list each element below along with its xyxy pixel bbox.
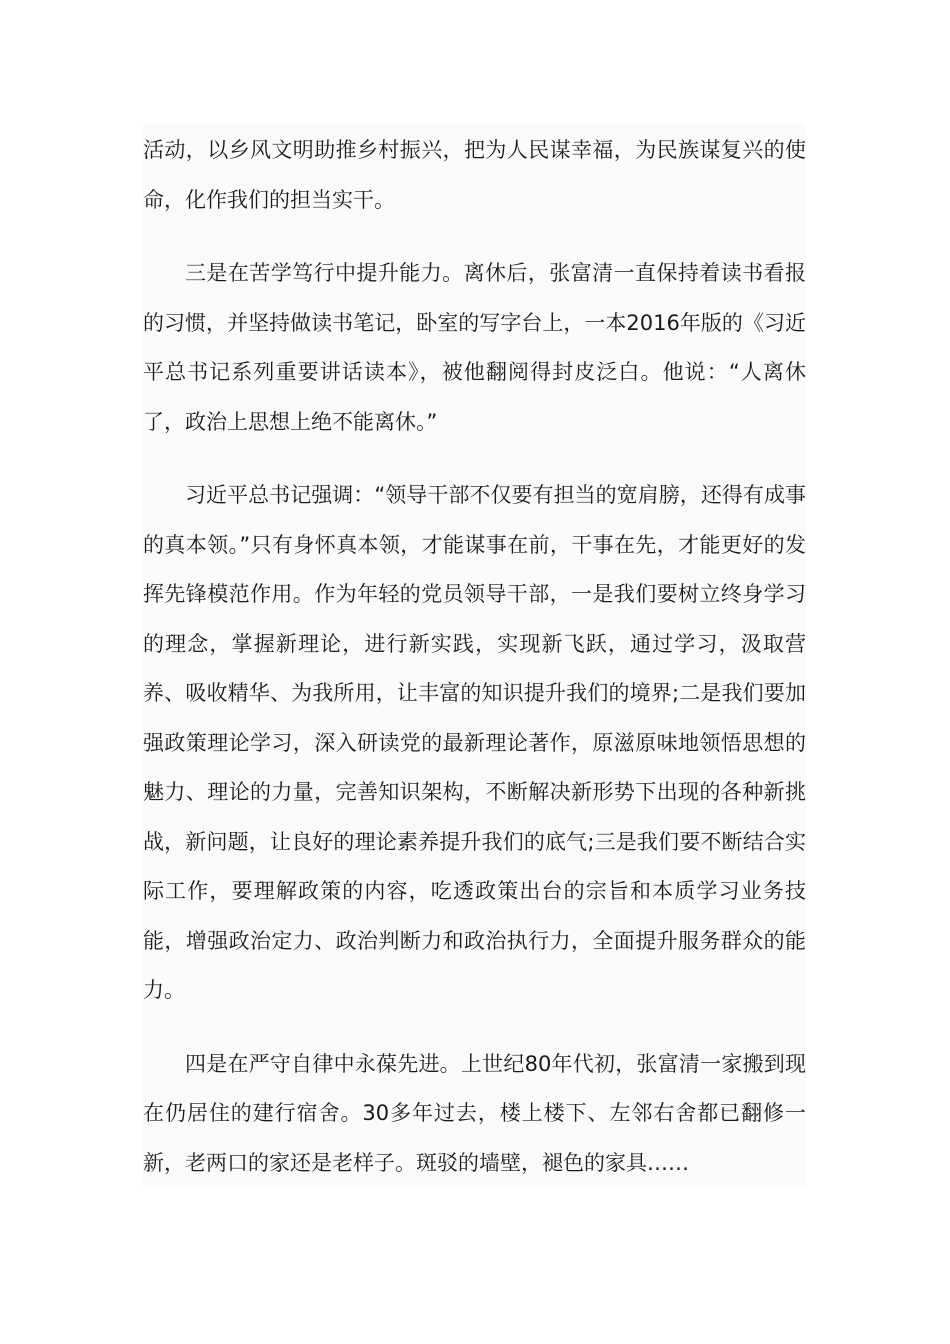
paragraph-3: 习近平总书记强调：“领导干部不仅要有担当的宽肩膀，还得有成事的真本领。”只有身怀真本领，才能谋事在前，干事在先，才能更好的发挥先锋模范作用。作为年轻的党员领导干部，一是我们要树立终身学习的理念，掌握新理论，进行新实践，实现新飞跃，通过学习，汲取营养、吸收精华、为我所用，让丰富的知识提升我们的境界;二是我们要加强政策理论学习，深入研读党的最新理论著作，原滋原味地领悟思想的魅力、理论的力量，完善知识架构，不断解决新形势下出现的各种新挑战，新问题，让良好的理论素养提升我们的底气;三是我们要不断结合实际工作，要理解政策的内容，吃透政策出台的宗旨和本质学习业务技能，增强政治定力、政治判断力和政治执行力，全面提升服务群众的能力。 xyxy=(143,483,806,1002)
paragraph-1: 活动，以乡风文明助推乡村振兴，把为人民谋幸福，为民族谋复兴的使命，化作我们的担当实干。 xyxy=(143,138,806,212)
document-text-block xyxy=(143,124,806,1187)
paragraph-4: 四是在严守自律中永葆先进。上世纪80年代初，张富清一家搬到现在仍居住的建行宿舍。30多年过去，楼上楼下、左邻右舍都已翻修一新，老两口的家还是老样子。斑驳的墙壁，褪色的家具…… xyxy=(143,1051,806,1175)
paragraph-2: 三是在苦学笃行中提升能力。离休后，张富清一直保持着读书看报的习惯，并坚持做读书笔记，卧室的写字台上，一本2016年版的《习近平总书记系列重要讲话读本》，被他翻阅得封皮泛白。他说：“人离休了，政治上思想上绝不能离休。” xyxy=(143,261,806,434)
